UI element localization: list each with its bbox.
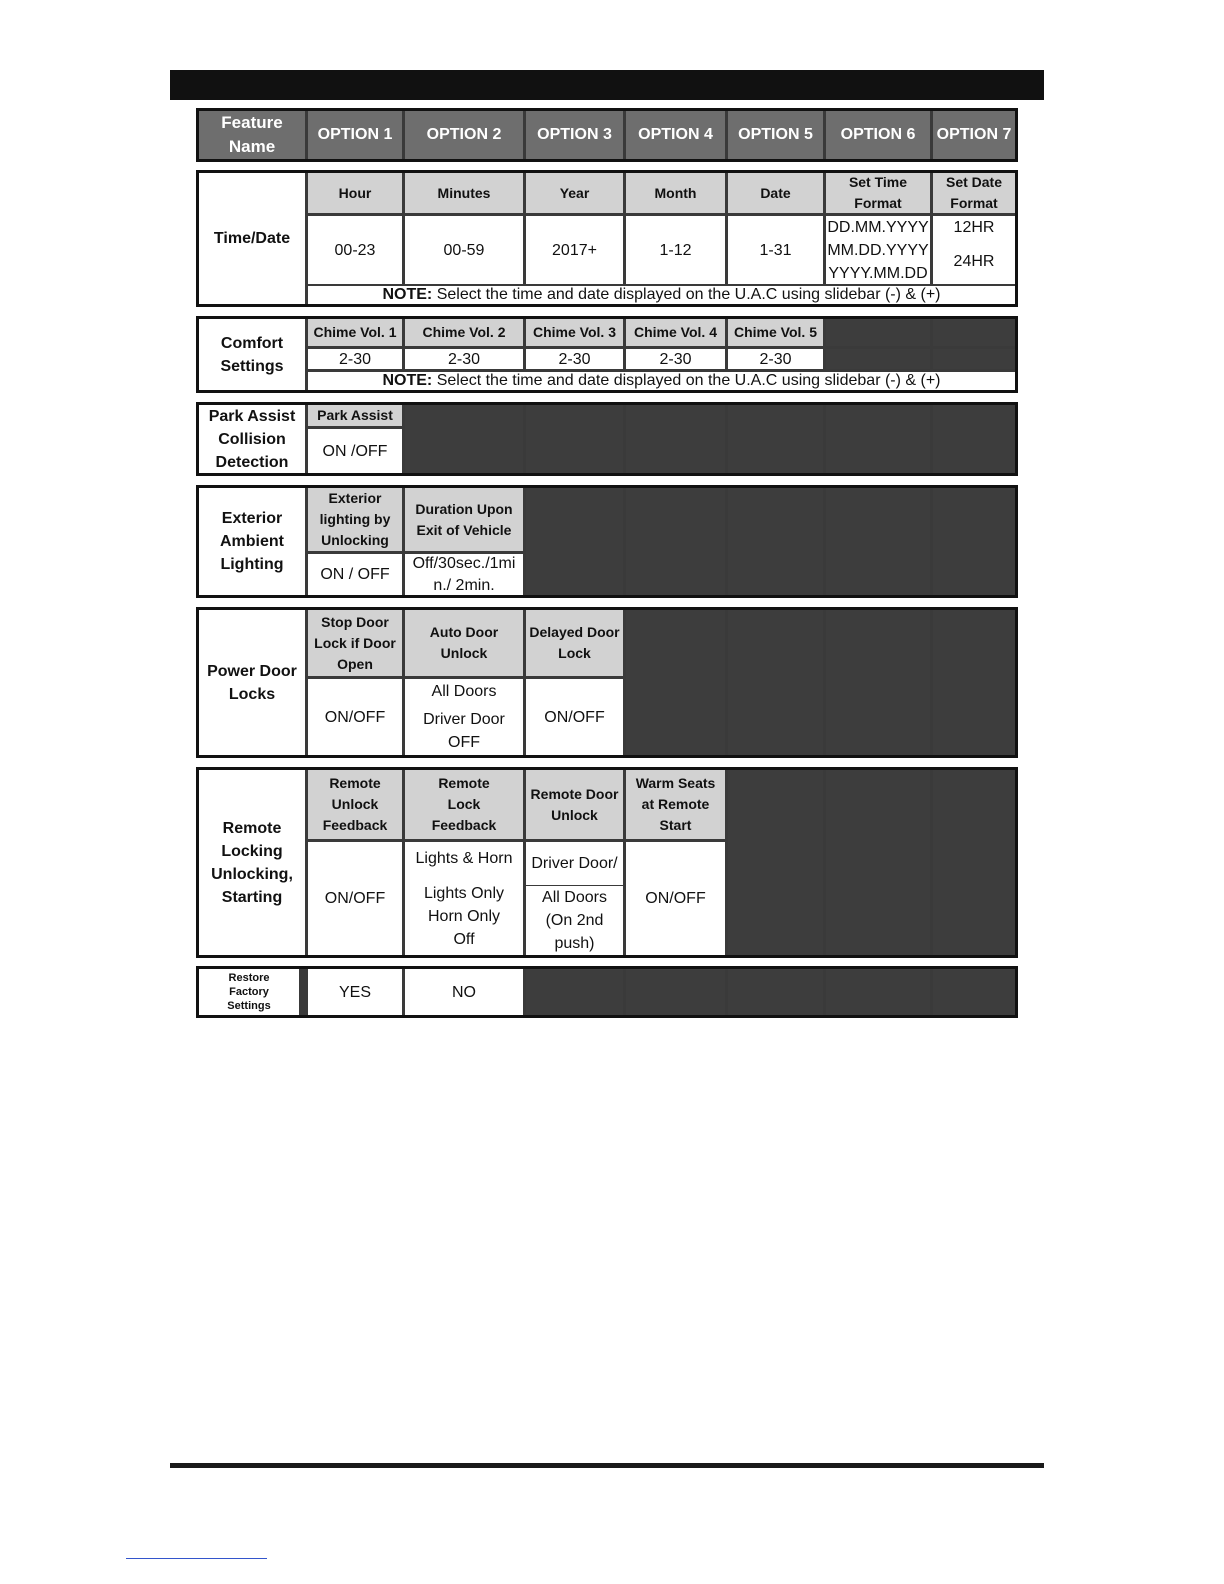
exterior-empty-cell bbox=[826, 488, 930, 595]
park-assist-section bbox=[196, 402, 1018, 476]
restore-factory-section bbox=[196, 966, 1018, 1018]
remote-empty-cell bbox=[933, 770, 1015, 955]
power-door-locks-name: Power Door Locks bbox=[199, 610, 305, 755]
exterior-empty-cell bbox=[933, 488, 1015, 595]
exterior-lighting-value: ON / OFF bbox=[308, 554, 402, 595]
delayed-door-lock-header: Delayed Door Lock bbox=[526, 610, 623, 676]
page-header-bar bbox=[170, 70, 1044, 100]
chime-vol-3-value: 2-30 bbox=[526, 349, 623, 369]
auto-unlock-off: OFF bbox=[448, 734, 480, 751]
date-format-24hr: 24HR bbox=[953, 253, 995, 270]
duration-upon-exit-value: Off/30sec./1min./ 2min. bbox=[405, 554, 523, 595]
chime-vol-5-header: Chime Vol. 5 bbox=[728, 319, 823, 346]
park-assist-value: ON /OFF bbox=[308, 429, 402, 473]
option-1-header: OPTION 1 bbox=[308, 111, 402, 159]
power-empty-cell bbox=[626, 610, 725, 755]
remote-lock-feedback-header: Remote Lock Feedback bbox=[405, 770, 523, 839]
date-header: Date bbox=[728, 173, 823, 213]
option-2-header: OPTION 2 bbox=[405, 111, 523, 159]
duration-upon-exit-header: Duration Upon Exit of Vehicle bbox=[405, 488, 523, 551]
power-door-locks-section bbox=[196, 607, 1018, 758]
exterior-empty-cell bbox=[728, 488, 823, 595]
time-format-mmddyyyy: MM.DD.YYYY bbox=[827, 241, 929, 259]
park-assist-name: Park Assist Collision Detection bbox=[199, 405, 305, 473]
comfort-empty-cell bbox=[826, 319, 930, 346]
chime-vol-2-value: 2-30 bbox=[405, 349, 523, 369]
time-date-section bbox=[196, 170, 1018, 307]
feature-name-header: Feature Name bbox=[199, 111, 305, 159]
note-label: NOTE: bbox=[382, 286, 433, 303]
auto-door-unlock-header: Auto Door Unlock bbox=[405, 610, 523, 676]
remote-unlock-feedback-value: ON/OFF bbox=[308, 842, 402, 955]
exterior-empty-cell bbox=[526, 488, 623, 595]
restore-empty-cell bbox=[933, 969, 1015, 1015]
chime-vol-4-value: 2-30 bbox=[626, 349, 725, 369]
auto-door-unlock-values bbox=[405, 679, 523, 755]
chime-vol-2-header: Chime Vol. 2 bbox=[405, 319, 523, 346]
comfort-settings-section bbox=[196, 316, 1018, 393]
date-value: 1-31 bbox=[728, 216, 823, 284]
set-date-format-header: Set Date Format bbox=[933, 173, 1015, 213]
time-format-yyyymmdd: YYYY.MM.DD bbox=[828, 264, 928, 282]
delayed-door-lock-value: ON/OFF bbox=[526, 679, 623, 755]
restore-factory-name: Restore Factory Settings bbox=[199, 969, 299, 1015]
page-footer-line bbox=[170, 1463, 1044, 1468]
auto-unlock-driver-door: Driver Door bbox=[423, 711, 505, 728]
exterior-lighting-name: Exterior Ambient Lighting bbox=[199, 488, 305, 595]
chime-vol-4-header: Chime Vol. 4 bbox=[626, 319, 725, 346]
remote-locking-name: Remote Locking Unlocking, Starting bbox=[199, 770, 305, 955]
chime-vol-1-value: 2-30 bbox=[308, 349, 402, 369]
park-empty-cell bbox=[933, 405, 1015, 473]
time-format-values bbox=[826, 216, 930, 284]
restore-no-value: NO bbox=[405, 969, 523, 1015]
option-4-header: OPTION 4 bbox=[626, 111, 725, 159]
year-value: 2017+ bbox=[526, 216, 623, 284]
footer-link-underline bbox=[126, 1558, 267, 1559]
options-header-row bbox=[196, 108, 1018, 162]
chime-vol-1-header: Chime Vol. 1 bbox=[308, 319, 402, 346]
option-3-header: OPTION 3 bbox=[526, 111, 623, 159]
set-time-format-header: Set Time Format bbox=[826, 173, 930, 213]
minutes-value: 00-59 bbox=[405, 216, 523, 284]
remote-lock-feedback-values bbox=[405, 842, 523, 955]
minutes-header: Minutes bbox=[405, 173, 523, 213]
stop-door-lock-value: ON/OFF bbox=[308, 679, 402, 755]
exterior-lighting-section bbox=[196, 485, 1018, 598]
date-format-12hr: 12HR bbox=[953, 219, 995, 236]
lock-feedback-off: Off bbox=[453, 930, 475, 948]
restore-empty-cell bbox=[728, 969, 823, 1015]
month-header: Month bbox=[626, 173, 725, 213]
restore-empty-cell bbox=[526, 969, 623, 1015]
park-empty-cell bbox=[826, 405, 930, 473]
park-empty-cell bbox=[728, 405, 823, 473]
comfort-empty-cell bbox=[933, 319, 1015, 346]
park-empty-cell bbox=[405, 405, 523, 473]
option-6-header: OPTION 6 bbox=[826, 111, 930, 159]
date-format-values bbox=[933, 216, 1015, 284]
note-text: Select the time and date displayed on the U.A.C using slidebar (-) & (+) bbox=[432, 372, 941, 389]
power-empty-cell bbox=[728, 610, 823, 755]
power-empty-cell bbox=[826, 610, 930, 755]
time-date-note bbox=[308, 286, 1015, 304]
comfort-note bbox=[308, 372, 1015, 390]
time-date-name: Time/Date bbox=[199, 173, 305, 304]
restore-empty-cell bbox=[826, 969, 930, 1015]
comfort-empty-cell bbox=[933, 349, 1015, 369]
power-empty-cell bbox=[933, 610, 1015, 755]
year-header: Year bbox=[526, 173, 623, 213]
auto-unlock-all-doors: All Doors bbox=[431, 683, 497, 700]
lock-feedback-lights-only: Lights Only bbox=[423, 884, 505, 902]
note-label: NOTE: bbox=[382, 372, 433, 389]
option-7-header: OPTION 7 bbox=[933, 111, 1015, 159]
time-format-ddmmyyyy: DD.MM.YYYY bbox=[827, 218, 929, 236]
remote-empty-cell bbox=[826, 770, 930, 955]
warm-seats-value: ON/OFF bbox=[626, 842, 725, 955]
remote-unlock-feedback-header: Remote Unlock Feedback bbox=[308, 770, 402, 839]
hour-header: Hour bbox=[308, 173, 402, 213]
remote-empty-cell bbox=[728, 770, 823, 955]
exterior-lighting-unlocking-header: Exterior lighting by Unlocking bbox=[308, 488, 402, 551]
comfort-settings-name: Comfort Settings bbox=[199, 319, 305, 390]
remote-door-unlock-all: All Doors (On 2nd push) bbox=[526, 886, 623, 955]
park-empty-cell bbox=[526, 405, 623, 473]
remote-door-unlock-header: Remote Door Unlock bbox=[526, 770, 623, 839]
chime-vol-5-value: 2-30 bbox=[728, 349, 823, 369]
warm-seats-header: Warm Seats at Remote Start bbox=[626, 770, 725, 839]
restore-empty-cell bbox=[626, 969, 725, 1015]
comfort-empty-cell bbox=[826, 349, 930, 369]
remote-door-unlock-driver: Driver Door/ bbox=[526, 842, 623, 885]
lock-feedback-horn-only: Horn Only bbox=[427, 907, 501, 925]
restore-yes-value: YES bbox=[308, 969, 402, 1015]
option-5-header: OPTION 5 bbox=[728, 111, 823, 159]
remote-locking-section bbox=[196, 767, 1018, 958]
month-value: 1-12 bbox=[626, 216, 725, 284]
park-assist-header: Park Assist bbox=[308, 405, 402, 426]
park-empty-cell bbox=[626, 405, 725, 473]
hour-value: 00-23 bbox=[308, 216, 402, 284]
note-text: Select the time and date displayed on the U.A.C using slidebar (-) & (+) bbox=[432, 286, 941, 303]
lock-feedback-lights-horn: Lights & Horn bbox=[415, 849, 513, 867]
stop-door-lock-header: Stop Door Lock if Door Open bbox=[308, 610, 402, 676]
exterior-empty-cell bbox=[626, 488, 725, 595]
chime-vol-3-header: Chime Vol. 3 bbox=[526, 319, 623, 346]
